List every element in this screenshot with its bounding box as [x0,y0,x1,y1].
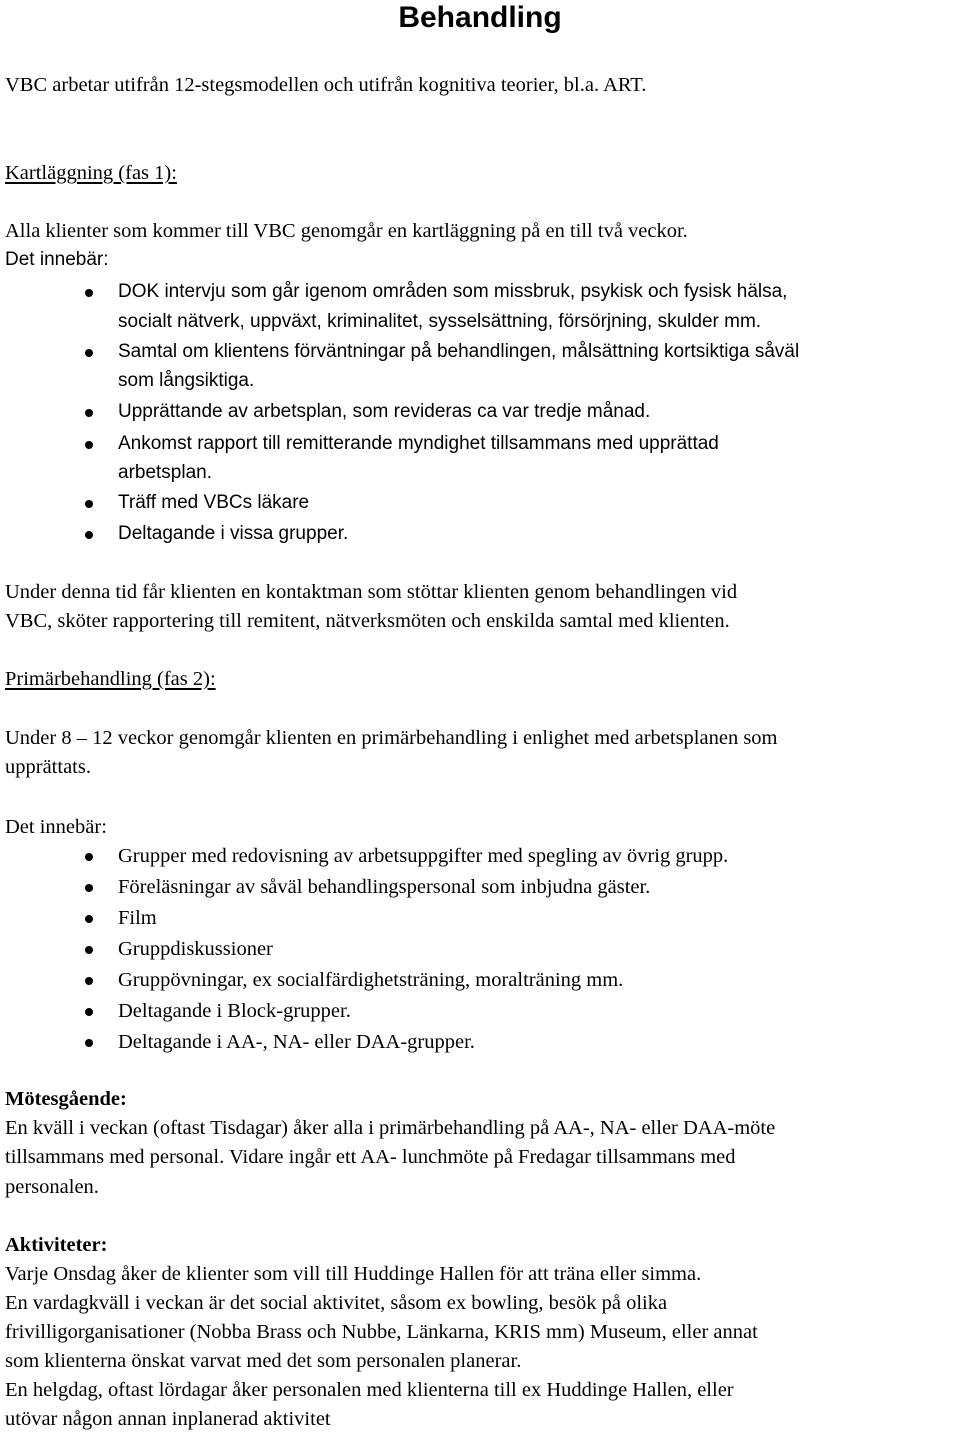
list-item: Gruppdiskussioner [118,938,273,960]
aktiviteter-line: Varje Onsdag åker de klienter som vill till Huddinge Hallen för att träna eller simma. [5,1263,702,1285]
list-item: Föreläsningar av såväl behandlingspersonal som inbjudna gäster. [118,876,651,898]
bullet-icon [85,1008,93,1016]
list-item: Deltagande i AA-, NA- eller DAA-grupper. [118,1031,475,1053]
bullet-icon [85,977,93,985]
aktiviteter-line: utövar någon annan inplanerad aktivitet [5,1408,331,1430]
list-item: Grupper med redovisning av arbetsuppgifter med spegling av övrig grupp. [118,845,729,867]
list-item: Deltagande i vissa grupper. [118,523,349,544]
phase1-after-line: Under denna tid får klienten en kontaktman som stöttar klienten genom behandlingen vid [5,581,738,603]
intro-text: VBC arbetar utifrån 12-stegsmodellen och utifrån kognitiva teorier, bl.a. ART. [5,74,647,96]
bullet-icon [85,946,93,954]
list-item: Upprättande av arbetsplan, som revideras ca var tredje månad. [118,401,651,422]
aktiviteter-line: En helgdag, oftast lördagar åker personalen med klienterna till ex Huddinge Hallen, eller [5,1379,734,1401]
phase2-heading: Primärbehandling (fas 2): [5,668,216,690]
aktiviteter-line: som klienterna önskat varvat med det som personalen planerar. [5,1350,522,1372]
list-item: Film [118,907,157,929]
phase2-para-line: upprättats. [5,756,91,778]
bullet-icon [85,531,93,539]
motesgaende-line: En kväll i veckan (oftast Tisdagar) åker alla i primärbehandling på AA-, NA- eller DAA-möte [5,1117,776,1139]
list-item: Ankomst rapport till remitterande myndighet tillsammans med upprättad [118,433,719,454]
bullet-icon [85,441,93,449]
list-item: Träff med VBCs läkare [118,492,310,513]
bullet-icon [85,915,93,923]
phase1-det-innebar: Det innebär: [5,249,109,270]
aktiviteter-line: En vardagkväll i veckan är det social aktivitet, såsom ex bowling, besök på olika [5,1292,668,1314]
phase1-intro: Alla klienter som kommer till VBC genomgår en kartläggning på en till två veckor. [5,220,688,242]
list-item-continuation: arbetsplan. [118,462,213,483]
bullet-icon [85,853,93,861]
motesgaende-heading: Mötesgående: [5,1088,127,1110]
list-item: DOK intervju som går igenom områden som missbruk, psykisk och fysisk hälsa, [118,281,788,302]
list-item-continuation: socialt nätverk, uppväxt, kriminalitet, sysselsättning, försörjning, skulder mm. [118,311,762,332]
aktiviteter-line: frivilligorganisationer (Nobba Brass och Nubbe, Länkarna, KRIS mm) Museum, eller annat [5,1321,758,1343]
document-title: Behandling [398,1,562,34]
bullet-icon [85,349,93,357]
list-item-continuation: som långsiktiga. [118,370,255,391]
bullet-icon [85,884,93,892]
phase1-heading: Kartläggning (fas 1): [5,162,177,184]
list-item: Samtal om klientens förväntningar på behandlingen, målsättning kortsiktiga såväl [118,341,800,362]
bullet-icon [85,500,93,508]
bullet-icon [85,409,93,417]
motesgaende-line: personalen. [5,1176,99,1198]
phase2-det-innebar: Det innebär: [5,816,107,838]
bullet-icon [85,289,93,297]
list-item: Gruppövningar, ex socialfärdighetsträning, moralträning mm. [118,969,624,991]
phase1-after-line: VBC, sköter rapportering till remitent, nätverksmöten och enskilda samtal med klienten. [5,610,730,632]
list-item: Deltagande i Block-grupper. [118,1000,351,1022]
phase2-para-line: Under 8 – 12 veckor genomgår klienten en primärbehandling i enlighet med arbetsplanen som [5,727,778,749]
motesgaende-line: tillsammans med personal. Vidare ingår ett AA- lunchmöte på Fredagar tillsammans med [5,1146,736,1168]
aktiviteter-heading: Aktiviteter: [5,1234,108,1256]
bullet-icon [85,1039,93,1047]
